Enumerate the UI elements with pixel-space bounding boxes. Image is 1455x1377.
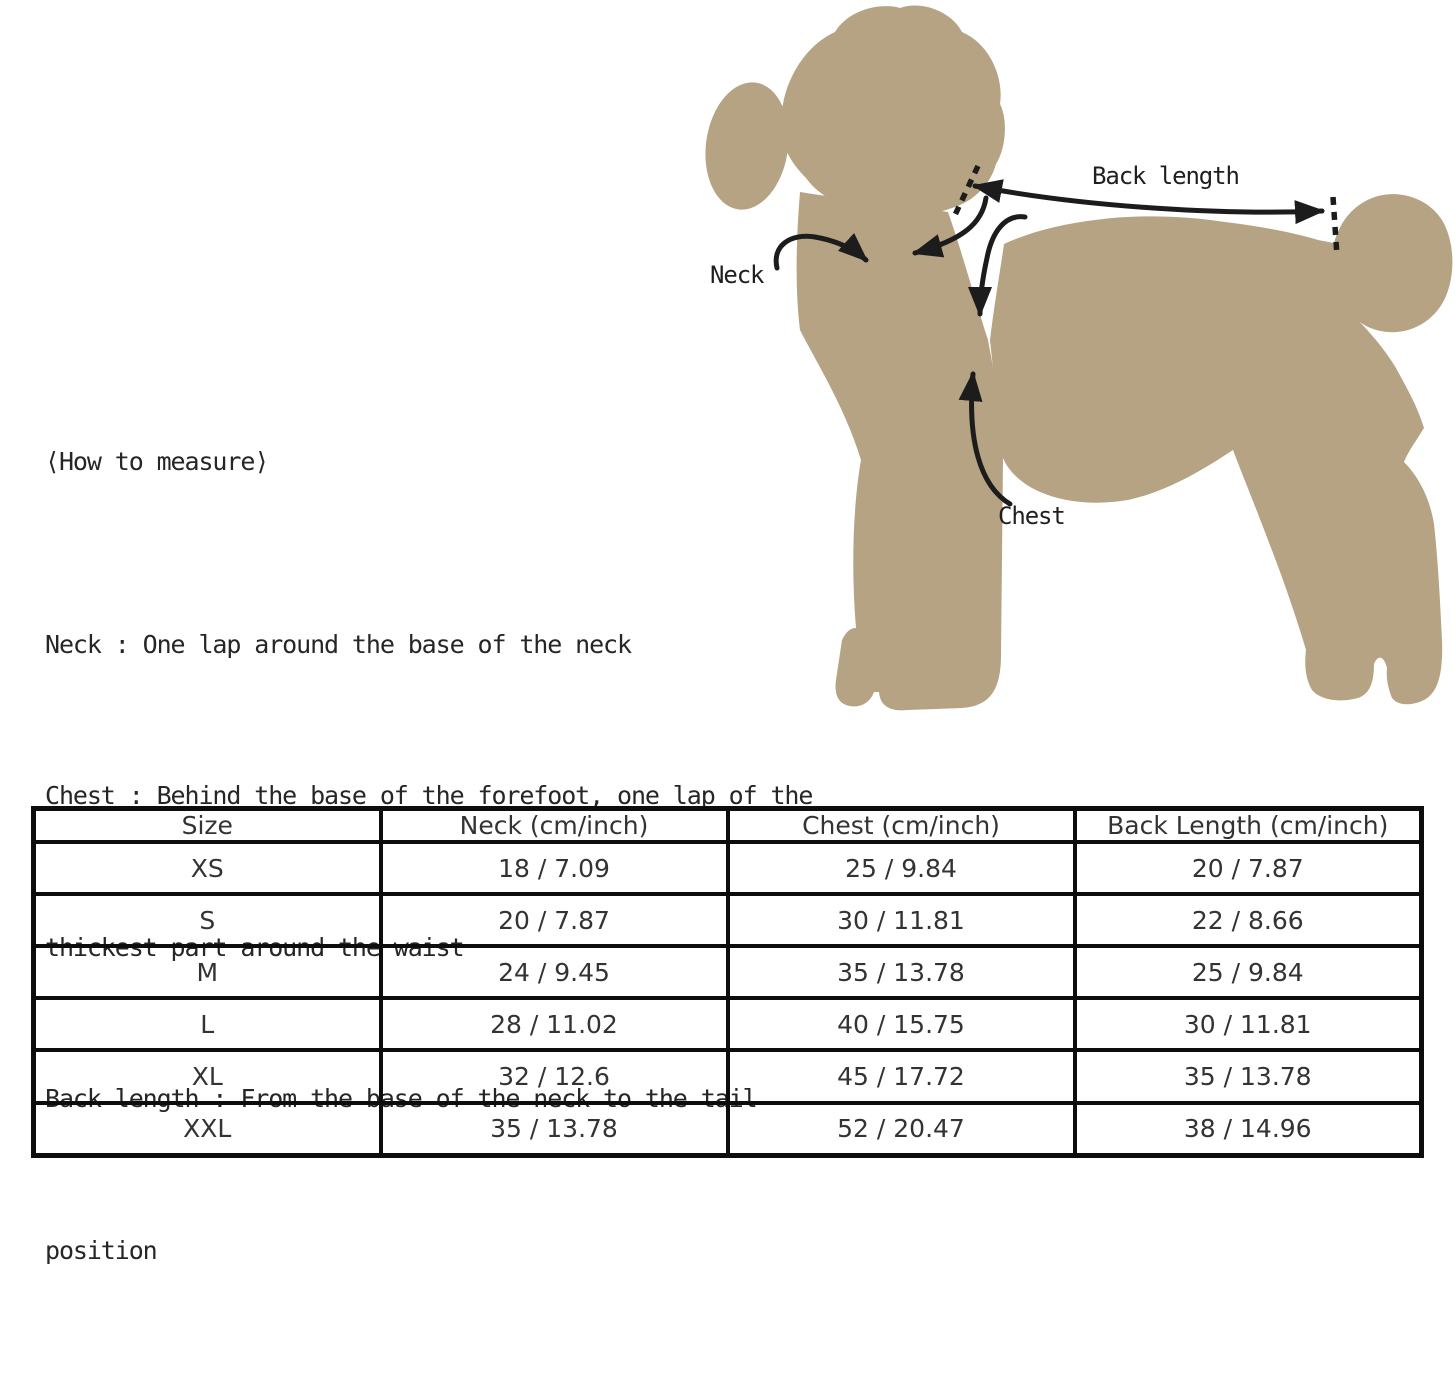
table-row [34,842,1422,894]
column-header-size: Size [34,809,381,843]
cell-chest: 40 / 15.75 [728,998,1075,1050]
cell-chest: 25 / 9.84 [728,842,1075,894]
cell-neck: 18 / 7.09 [381,842,728,894]
table-row [34,1050,1422,1102]
back-length-label: Back length [1092,162,1239,190]
how-to-measure-title: ⟨How to measure⟩ [45,447,269,476]
cell-chest: 30 / 11.81 [728,894,1075,946]
cell-size: S [34,894,381,946]
cell-neck: 32 / 12.6 [381,1050,728,1102]
cell-back-length: 25 / 9.84 [1075,946,1422,998]
chest-label: Chest [998,502,1065,530]
size-table [31,806,1424,1158]
table-row [34,894,1422,946]
cell-chest: 45 / 17.72 [728,1050,1075,1102]
table-header-row [34,809,1422,843]
instruction-line-chest-wrap: thickest part around the waist [45,932,464,962]
cell-back-length: 20 / 7.87 [1075,842,1422,894]
cell-size: XS [34,842,381,894]
cell-size: XXL [34,1103,381,1156]
cell-size: M [34,946,381,998]
cell-size: XL [34,1050,381,1102]
cell-chest: 35 / 13.78 [728,946,1075,998]
table-row [34,946,1422,998]
cell-back-length: 35 / 13.78 [1075,1050,1422,1102]
cell-neck: 28 / 11.02 [381,998,728,1050]
column-header-neck: Neck (cm/inch) [381,809,728,843]
table-row [34,998,1422,1050]
dog-body [990,194,1452,704]
size-table-body [34,842,1422,1156]
dog-ear [697,77,796,215]
size-table-header [34,809,1422,843]
instruction-line-chest: Chest : Behind the base of the forefoot, one lap of the [45,781,813,810]
cell-back-length: 22 / 8.66 [1075,894,1422,946]
neck-label: Neck [710,261,764,289]
cell-neck: 24 / 9.45 [381,946,728,998]
cell-size: L [34,998,381,1050]
instruction-line-neck: Neck : One lap around the base of the neck [45,629,631,659]
cell-back-length: 30 / 11.81 [1075,998,1422,1050]
column-header-chest: Chest (cm/inch) [728,809,1075,843]
cell-neck: 35 / 13.78 [381,1103,728,1156]
table-row [34,1103,1422,1156]
column-header-back-length: Back Length (cm/inch) [1075,809,1422,843]
instruction-line-back-length: Back length : From the base of the neck to the tail [45,1084,757,1113]
cell-back-length: 38 / 14.96 [1075,1103,1422,1156]
cell-neck: 20 / 7.87 [381,894,728,946]
instruction-line-back-length-wrap: position [45,1235,157,1265]
dog-front-leg [797,192,1003,710]
cell-chest: 52 / 20.47 [728,1103,1075,1156]
